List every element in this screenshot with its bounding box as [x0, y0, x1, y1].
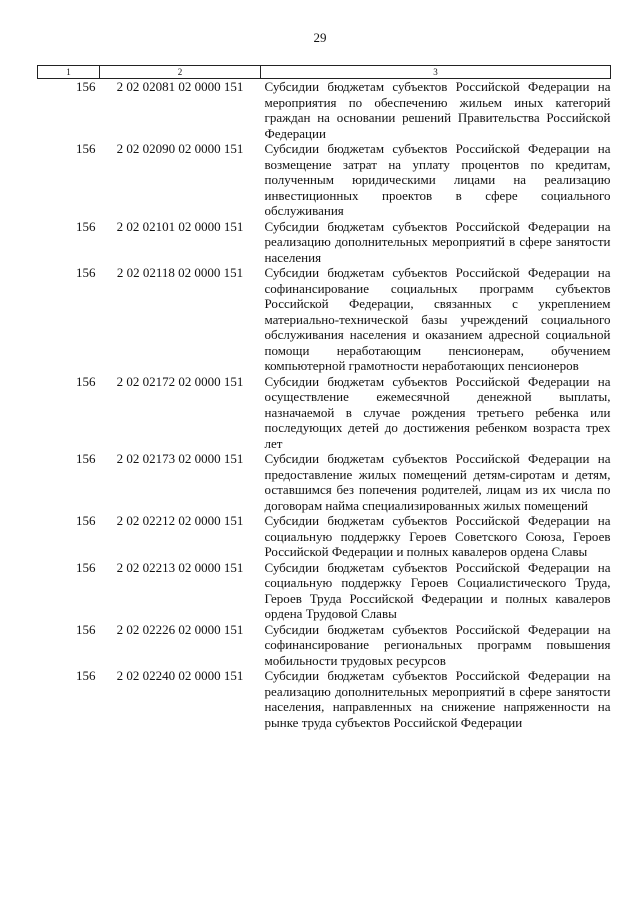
table-row — [38, 451, 611, 513]
admin-code-cell: 156 — [76, 141, 96, 156]
table-header-row — [38, 66, 611, 79]
admin-code-cell: 156 — [76, 79, 96, 94]
table-row — [38, 141, 611, 219]
admin-code-cell: 156 — [76, 559, 96, 575]
description-cell: Субсидии бюджетам субъектов Российской Федерации на софинансирование социальных программ субъектов Российской Федерации, связанных с укреплением материально-технической базы учреждений социального обслуживания населения и оказанием адресной социальной помощи неработающим пенсионерам, обучением компьютерной грамотности неработающих пенсионеров — [264, 265, 611, 373]
admin-code-cell: 156 — [76, 668, 96, 683]
description-cell: Субсидии бюджетам субъектов Российской Федерации на реализацию дополнительных мероприятий в сфере занятости населения — [264, 218, 611, 265]
budget-code-cell: 2 02 02213 02 0000 151 — [116, 559, 244, 575]
admin-code-cell: 156 — [76, 373, 96, 389]
admin-code-cell: 156 — [76, 218, 96, 234]
admin-code-cell: 156 — [76, 513, 96, 528]
column-header-3: 3 — [261, 66, 611, 79]
budget-codes-table — [37, 65, 611, 730]
table-header — [38, 66, 611, 79]
budget-code-cell: 2 02 02240 02 0000 151 — [116, 668, 244, 683]
budget-code-cell: 2 02 02172 02 0000 151 — [116, 373, 244, 389]
admin-code-cell: 156 — [76, 451, 96, 466]
table-body — [38, 79, 611, 731]
admin-code-cell: 156 — [76, 621, 96, 637]
description-cell: Субсидии бюджетам субъектов Российской Федерации на софинансирование региональных программ повышения мобильности трудовых ресурсов — [264, 621, 611, 668]
budget-code-cell: 2 02 02118 02 0000 151 — [116, 265, 244, 280]
table-row — [38, 622, 611, 669]
budget-code-cell: 2 02 02081 02 0000 151 — [116, 79, 244, 94]
description-cell: Субсидии бюджетам субъектов Российской Федерации на мероприятия по обеспечению жильем иных категорий граждан на основании решений Правительства Российской Федерации — [264, 79, 611, 141]
budget-code-cell: 2 02 02173 02 0000 151 — [116, 451, 244, 466]
budget-code-cell: 2 02 02212 02 0000 151 — [116, 513, 244, 528]
budget-code-cell: 2 02 02101 02 0000 151 — [116, 218, 244, 234]
description-cell: Субсидии бюджетам субъектов Российской Федерации на осуществление ежемесячной денежной выплаты, назначаемой в случае рождения третьего ребенка или последующих детей до достижения ребенком возраста трех лет — [264, 373, 611, 451]
budget-code-cell: 2 02 02090 02 0000 151 — [116, 141, 244, 156]
description-cell: Субсидии бюджетам субъектов Российской Федерации на предоставление жилых помещений детям-сиротам и детям, оставшимся без попечения родителей, лицам из их числа по договорам найма специализированных жилых помещений — [264, 451, 611, 513]
description-cell: Субсидии бюджетам субъектов Российской Федерации на социальную поддержку Героев Социалистического Труда, Героев Труда Российской Федерации и полных кавалеров ордена Трудовой Славы — [264, 559, 611, 621]
table-row — [38, 79, 611, 142]
budget-code-cell: 2 02 02226 02 0000 151 — [116, 621, 244, 637]
admin-code-cell: 156 — [76, 265, 96, 280]
description-cell: Субсидии бюджетам субъектов Российской Федерации на реализацию дополнительных мероприятий в сфере занятости населения, направленных на снижение напряженности на рынке труда субъектов Российской Федерации — [264, 668, 611, 730]
table-row — [38, 374, 611, 452]
table-row — [38, 265, 611, 374]
column-header-1: 1 — [38, 66, 100, 79]
table-row — [38, 668, 611, 730]
table-row — [38, 219, 611, 266]
description-cell: Субсидии бюджетам субъектов Российской Федерации на социальную поддержку Героев Советского Союза, Героев Российской Федерации и полных кавалеров ордена Славы — [264, 513, 611, 559]
column-header-2: 2 — [100, 66, 261, 79]
description-cell: Субсидии бюджетам субъектов Российской Федерации на возмещение затрат на уплату процентов по кредитам, полученным юридическими лицами на реализацию инвестиционных проектов в сфере социального обслуживания — [264, 141, 611, 218]
table-row — [38, 513, 611, 560]
table-row — [38, 560, 611, 622]
page-number: 29 — [313, 30, 327, 45]
